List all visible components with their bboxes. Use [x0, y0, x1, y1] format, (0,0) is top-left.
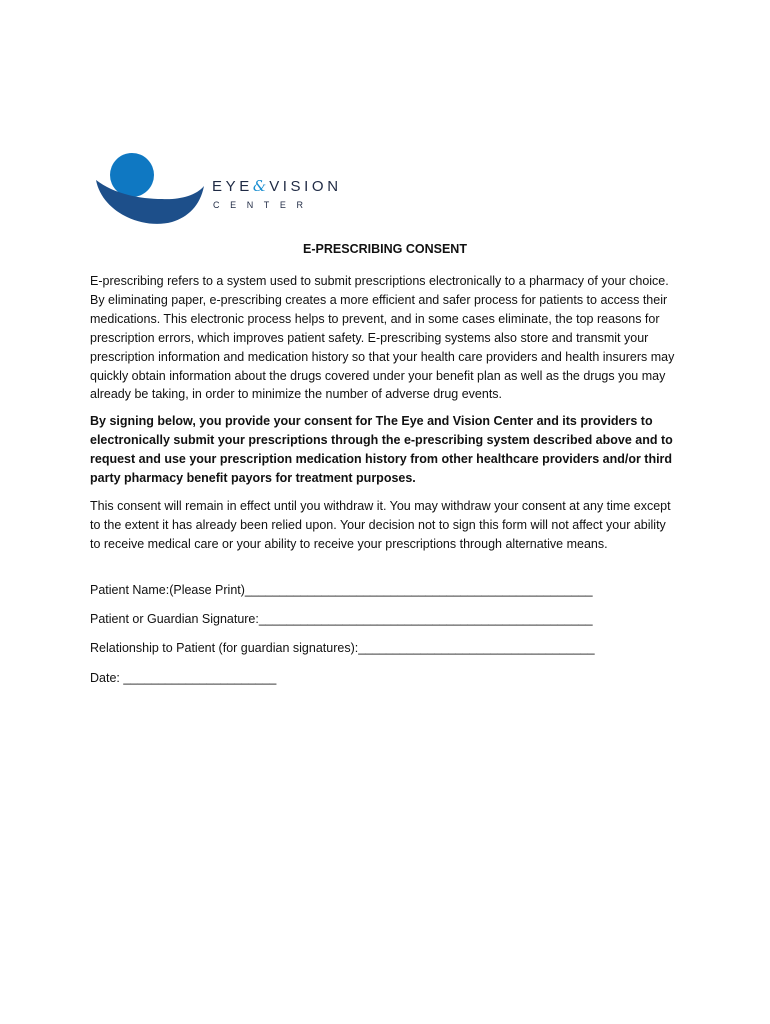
logo-ampersand: & [252, 177, 268, 195]
logo-subtitle: CENTER [213, 200, 314, 210]
logo-name-eye: EYE [212, 178, 253, 195]
intro-paragraph: E-prescribing refers to a system used to submit prescriptions electronically to a pharmacy of your choice. By eliminating paper, e-prescribing creates a more efficient and safer process for patients to access their medications. This electronic process helps to prevent, and in some cases eliminate, the top reasons for prescription errors, which improves patient safety. E-prescribing systems also store and transmit your prescription information and medication history so that your health care providers and health insurers may quickly obtain information about the drugs covered under your benefit plan as well as the drugs you may already be taking, in order to minimize the number of adverse drug events. [90, 274, 675, 402]
signature-field[interactable]: Patient or Guardian Signature:________________________________________________ [90, 612, 593, 626]
eye-vision-center-logo [92, 150, 342, 232]
document-title: E-PRESCRIBING CONSENT [303, 242, 467, 256]
logo-name [212, 177, 342, 195]
logo-name-vision: VISION [269, 178, 342, 195]
logo-wordmark [212, 177, 352, 217]
withdrawal-paragraph: This consent will remain in effect until you withdraw it. You may withdraw your consent at any time except to the extent it has already been relied upon. Your decision not to sign this form will not affect your ability to receive medical care or your ability to receive your prescriptions through alternative means. [90, 499, 671, 551]
eye-logo-icon [92, 150, 204, 232]
patient-name-field[interactable]: Patient Name:(Please Print)__________________________________________________ [90, 583, 593, 597]
date-field[interactable]: Date: ______________________ [90, 671, 277, 685]
relationship-field[interactable]: Relationship to Patient (for guardian signatures):__________________________________ [90, 641, 595, 655]
consent-statement: By signing below, you provide your consent for The Eye and Vision Center and its providers to electronically submit your prescriptions through the e-prescribing system described above and to request and use your prescription medication history from other healthcare providers and/or third party pharmacy benefit payors for treatment purposes. [90, 414, 673, 485]
